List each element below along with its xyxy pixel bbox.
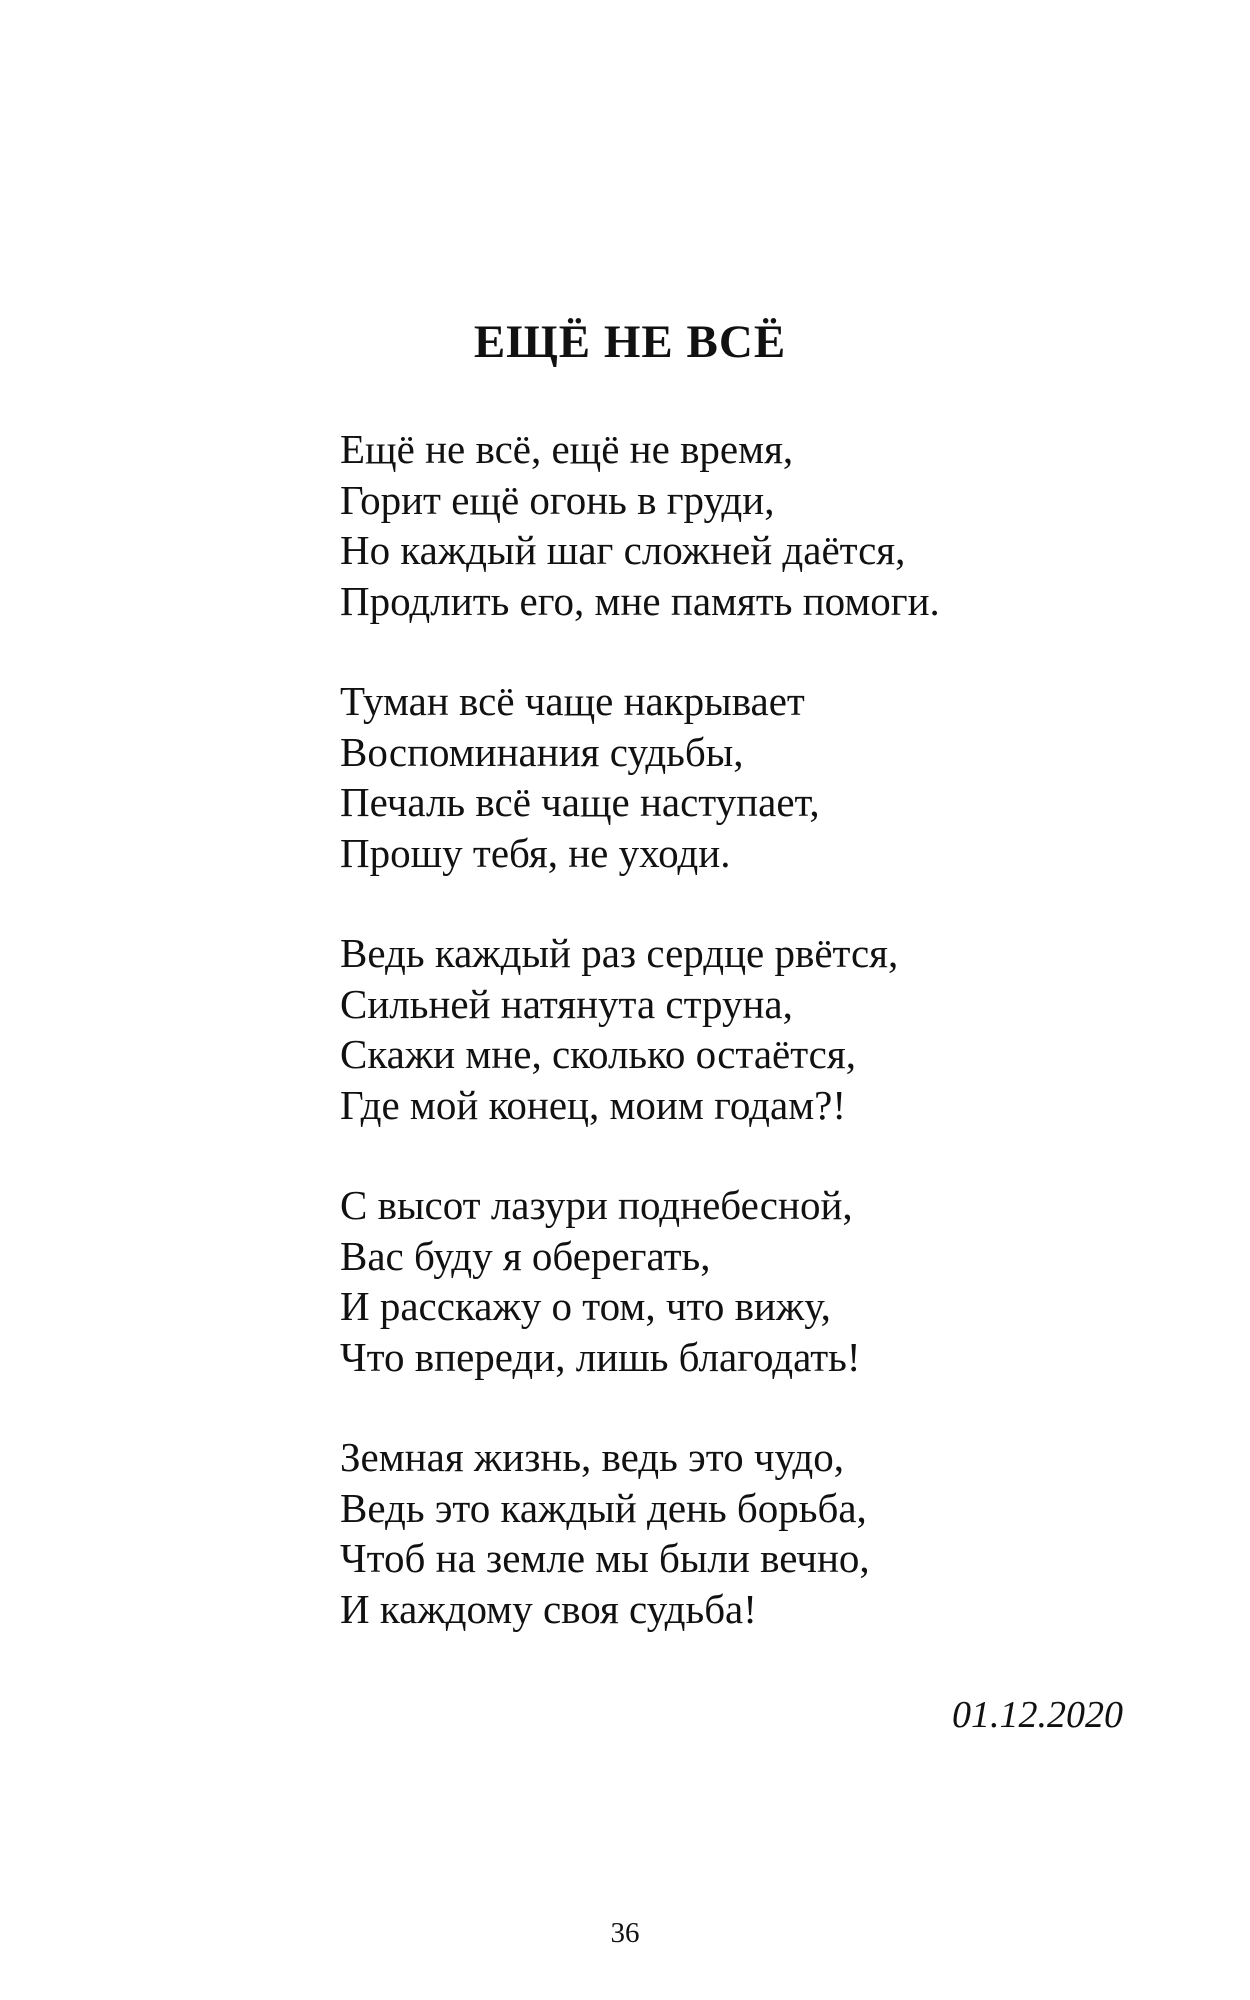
poem-line: Горит ещё огонь в груди, bbox=[340, 476, 775, 523]
poem-line: Чтоб на земле мы были вечно, bbox=[340, 1535, 870, 1581]
stanza bbox=[340, 1180, 1160, 1382]
poem-line: Где мой конец, моим годам?! bbox=[340, 1081, 847, 1128]
poem-title: ЕЩЁ НЕ ВСЁ bbox=[473, 316, 787, 368]
poem-line: Сильней натянута струна, bbox=[340, 980, 793, 1027]
poem-line: Вас буду я оберегать, bbox=[340, 1232, 711, 1279]
stanza bbox=[340, 676, 1160, 878]
poem-line: И расскажу о том, что вижу, bbox=[340, 1283, 831, 1329]
poem-line: Туман всё чаще накрывает bbox=[340, 678, 805, 724]
poem-line: Что впереди, лишь благодать! bbox=[340, 1333, 861, 1380]
poem-line: Печаль всё чаще наступает, bbox=[340, 779, 820, 825]
stanza bbox=[340, 424, 1160, 626]
poem-line: Ведь каждый раз сердце рвётся, bbox=[340, 930, 899, 976]
poem-line: Продлить его, мне память помоги. bbox=[340, 577, 940, 624]
stanza bbox=[340, 1432, 1160, 1634]
stanza bbox=[340, 928, 1160, 1130]
poem-line: Земная жизнь, ведь это чудо, bbox=[340, 1434, 844, 1480]
page-number: 36 bbox=[610, 1917, 640, 1949]
poem-line: Но каждый шаг сложней даётся, bbox=[340, 527, 906, 573]
poem-line: Ведь это каждый день борьба, bbox=[340, 1484, 867, 1531]
poem-date: 01.12.2020 bbox=[952, 1694, 1123, 1736]
poem-line: Ещё не всё, ещё не время, bbox=[340, 426, 794, 472]
poem-line: Воспоминания судьбы, bbox=[340, 728, 744, 775]
poem-body bbox=[340, 424, 1160, 1684]
poem-line: Прошу тебя, не уходи. bbox=[340, 829, 731, 876]
poem-line: С высот лазури поднебесной, bbox=[340, 1182, 853, 1228]
poem-line: И каждому своя судьба! bbox=[340, 1585, 757, 1632]
poem-line: Скажи мне, сколько остаётся, bbox=[340, 1031, 856, 1077]
